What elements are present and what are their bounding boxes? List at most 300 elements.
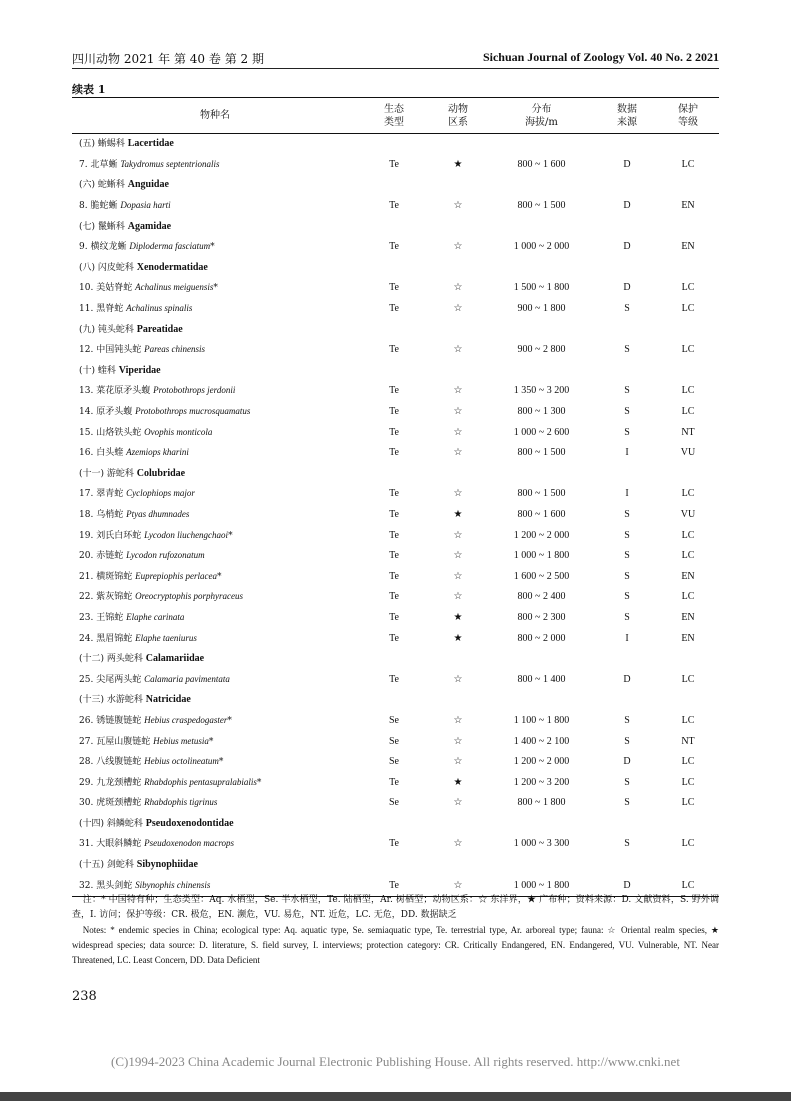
fauna-cell: ★ xyxy=(453,611,463,623)
altitude-cell: 1 000 ~ 2 600 xyxy=(513,426,570,438)
species-name-cn: 乌梢蛇 xyxy=(96,509,124,520)
species-row xyxy=(72,587,719,608)
protection-cell: LC xyxy=(681,158,695,170)
fauna-cell: ☆ xyxy=(453,426,463,438)
species-name xyxy=(72,443,358,464)
fauna-cell: ☆ xyxy=(453,591,463,603)
fauna-cell: ☆ xyxy=(453,673,463,685)
species-row xyxy=(72,484,719,505)
family-name-latin: Sibynophiidae xyxy=(136,859,198,871)
fauna-cell: ☆ xyxy=(453,797,463,809)
species-number: 27. xyxy=(79,736,94,747)
species-name-cn: 尖尾两头蛇 xyxy=(96,674,142,685)
species-name xyxy=(72,196,358,217)
species-number: 30. xyxy=(79,798,94,809)
table-header xyxy=(72,98,719,134)
species-name-cn: 王锦蛇 xyxy=(96,612,124,623)
family-name xyxy=(72,814,358,835)
data-source-cell: S xyxy=(624,303,630,315)
fauna-cell: ☆ xyxy=(453,756,463,768)
family-name xyxy=(72,216,358,237)
bottom-bar xyxy=(0,1092,791,1101)
altitude-cell: 900 ~ 2 800 xyxy=(517,344,566,356)
ecotype-cell: Te xyxy=(389,158,399,170)
protection-cell: NT xyxy=(681,735,695,747)
fauna-cell: ★ xyxy=(453,776,463,788)
species-name-latin: Achalinus spinalis xyxy=(126,303,193,314)
altitude-cell: 800 ~ 2 400 xyxy=(517,591,566,603)
ecotype-cell: Se xyxy=(389,735,399,747)
fauna-cell: ☆ xyxy=(453,570,463,582)
species-number: 23. xyxy=(79,612,94,623)
family-name-cn: (十四) 斜鳞蛇科 xyxy=(79,818,143,829)
species-name-latin: Hebius metusia xyxy=(153,735,209,746)
family-row xyxy=(72,134,719,155)
species-name-cn: 锈链腹链蛇 xyxy=(96,715,142,726)
header-protection: 保护 等级 xyxy=(657,98,719,134)
page-number: 238 xyxy=(72,989,97,1004)
species-name-cn: 黑脊蛇 xyxy=(96,304,124,315)
species-name xyxy=(72,381,358,402)
family-row xyxy=(72,175,719,196)
altitude-cell: 1 600 ~ 2 500 xyxy=(513,570,570,582)
species-row xyxy=(72,505,719,526)
ecotype-cell: Se xyxy=(389,797,399,809)
data-source-cell: D xyxy=(623,241,631,253)
data-source-cell: D xyxy=(597,875,657,896)
species-name-cn: 黑头剑蛇 xyxy=(96,880,133,891)
species-row xyxy=(72,772,719,793)
altitude-cell: 800 ~ 1 500 xyxy=(517,200,566,212)
data-source-cell: I xyxy=(625,447,629,459)
species-name-latin: Ptyas dhumnades xyxy=(126,508,190,519)
data-source-cell: D xyxy=(623,200,631,212)
species-number: 21. xyxy=(79,571,94,582)
family-row xyxy=(72,258,719,279)
protection-cell: VU xyxy=(680,508,696,520)
notes-english: Notes: * endemic species in China; ecological type: Aq. aquatic type, Se. semiaquatic type, Te. terrestrial type, Ar. arboreal type; fauna: ☆ Oriental realm species, ★ widespread species; data source: D. literature, S. field survey, I. interviews; protection category: CR. Critically Endangered, EN. Endangered, VU. Vulnerable, NT. Near Threatened, LC. Least Concern, DD. Data Deficient xyxy=(72,925,719,965)
species-name-cn: 原矛头蝮 xyxy=(96,407,133,418)
species-number: 20. xyxy=(79,551,94,562)
species-name-latin: Lycodon rufozonatum xyxy=(126,550,205,561)
species-name-latin: Azemiops kharini xyxy=(126,447,189,458)
species-name xyxy=(72,608,358,629)
species-row xyxy=(72,608,719,629)
data-source-cell: S xyxy=(624,550,630,562)
altitude-cell: 1 000 ~ 1 800 xyxy=(513,550,570,562)
altitude-cell: 800 ~ 2 000 xyxy=(517,632,566,644)
species-name xyxy=(72,546,358,567)
species-number: 17. xyxy=(79,489,94,500)
ecotype-cell: Te xyxy=(389,591,399,603)
endemic-mark: * xyxy=(210,242,215,253)
altitude-cell: 1 200 ~ 3 200 xyxy=(513,776,570,788)
species-name-cn: 八线腹链蛇 xyxy=(96,757,142,768)
data-source-cell: S xyxy=(624,611,630,623)
data-source-cell: S xyxy=(624,714,630,726)
altitude-cell: 1 200 ~ 2 000 xyxy=(513,756,570,768)
family-name-cn: (九) 钝头蛇科 xyxy=(79,324,134,335)
fauna-cell: ★ xyxy=(453,158,463,170)
fauna-cell: ☆ xyxy=(453,714,463,726)
altitude-cell: 900 ~ 1 800 xyxy=(517,303,566,315)
endemic-mark: * xyxy=(217,571,222,582)
ecotype-cell: Te xyxy=(389,570,399,582)
species-row xyxy=(72,525,719,546)
family-name-cn: (十三) 水游蛇科 xyxy=(79,695,143,706)
species-name xyxy=(72,484,358,505)
species-name-latin: Takydromus septentrionalis xyxy=(120,158,220,169)
species-name-latin: Lycodon liuchengchaoi xyxy=(144,529,229,540)
family-name-latin: Pareatidae xyxy=(136,323,183,335)
ecotype-cell: Te xyxy=(389,385,399,397)
data-source-cell: S xyxy=(624,406,630,418)
protection-cell: EN xyxy=(681,200,695,212)
family-name-latin: Viperidae xyxy=(118,364,161,376)
ecotype-cell: Te xyxy=(389,241,399,253)
protection-cell: LC xyxy=(681,673,695,685)
protection-cell: VU xyxy=(680,447,696,459)
species-name xyxy=(72,505,358,526)
ecotype-cell: Te xyxy=(389,282,399,294)
protection-cell: LC xyxy=(681,756,695,768)
family-name xyxy=(72,464,358,485)
fauna-cell: ☆ xyxy=(453,241,463,253)
species-name xyxy=(72,237,358,258)
family-row xyxy=(72,690,719,711)
header-data-source: 数据 来源 xyxy=(597,98,657,134)
data-source-cell: S xyxy=(624,591,630,603)
fauna-cell: ☆ xyxy=(453,303,463,315)
family-name-latin: Anguidae xyxy=(127,179,169,191)
protection-cell: LC xyxy=(681,714,695,726)
protection-cell: LC xyxy=(681,344,695,356)
family-name-latin: Lacertidae xyxy=(127,138,174,150)
species-name-cn: 横斑锦蛇 xyxy=(96,571,133,582)
family-row xyxy=(72,855,719,876)
family-name-latin: Colubridae xyxy=(136,467,186,479)
ecotype-cell: Te xyxy=(389,673,399,685)
altitude-cell: 1 500 ~ 1 800 xyxy=(513,282,570,294)
species-name-latin: Rhabdophis pentasupralabialis xyxy=(144,776,257,787)
protection-cell: LC xyxy=(681,838,695,850)
species-row xyxy=(72,628,719,649)
fauna-cell: ☆ xyxy=(453,282,463,294)
species-name xyxy=(72,669,358,690)
species-row xyxy=(72,834,719,855)
species-number: 29. xyxy=(79,777,94,788)
table-label: 续表 1 xyxy=(72,83,106,96)
protection-cell: LC xyxy=(657,875,719,896)
ecotype-cell: Te xyxy=(389,406,399,418)
species-number: 32. xyxy=(79,880,94,891)
family-name-cn: (十五) 剑蛇科 xyxy=(79,860,134,871)
protection-cell: LC xyxy=(681,282,695,294)
altitude-cell: 1 350 ~ 3 200 xyxy=(513,385,570,397)
species-number: 12. xyxy=(79,345,94,356)
family-name xyxy=(72,690,358,711)
family-name xyxy=(72,134,358,155)
species-name-latin: Protobothrops jerdonii xyxy=(153,385,236,396)
species-name-latin: Diploderma fasciatum xyxy=(129,241,211,252)
species-row xyxy=(72,155,719,176)
notes-chinese: 注：* 中国特有种；生态类型：Aq. 水栖型，Se. 半水栖型，Te. 陆栖型，Ar. 树栖型；动物区系：☆ 东洋界，★ 广布种；资料来源：D. 文献资料，S. 野外调查，I. 访问；保护等级：CR. 极危，EN. 濒危，VU. 易危，NT. 近危，LC. 无危，DD. 数据缺乏 xyxy=(72,895,719,920)
species-name-latin: Pseudoxenodon macrops xyxy=(144,838,234,849)
species-number: 18. xyxy=(79,509,94,520)
family-name xyxy=(72,361,358,382)
family-name xyxy=(72,319,358,340)
fauna-cell: ☆ xyxy=(453,735,463,747)
altitude-cell: 800 ~ 2 300 xyxy=(517,611,566,623)
species-row xyxy=(72,381,719,402)
protection-cell: EN xyxy=(681,570,695,582)
species-row xyxy=(72,278,719,299)
fauna-cell: ☆ xyxy=(453,550,463,562)
protection-cell: LC xyxy=(681,776,695,788)
data-source-cell: S xyxy=(624,838,630,850)
species-name-cn: 瓦屋山腹链蛇 xyxy=(96,736,151,747)
altitude-cell: 800 ~ 1 800 xyxy=(517,797,566,809)
family-name-latin: Pseudoxenodontidae xyxy=(145,817,234,829)
species-name xyxy=(72,834,358,855)
species-name-cn: 虎斑颈槽蛇 xyxy=(96,798,142,809)
species-number: 28. xyxy=(79,757,94,768)
species-name xyxy=(72,731,358,752)
altitude-cell: 800 ~ 1 600 xyxy=(517,158,566,170)
species-name-latin: Euprepiophis perlacea xyxy=(135,570,217,581)
family-row xyxy=(72,464,719,485)
running-head-journal-cn: 四川动物 2021 年 第 40 卷 第 2 期 xyxy=(72,52,264,66)
ecotype-cell: Te xyxy=(389,200,399,212)
fauna-cell: ☆ xyxy=(453,200,463,212)
endemic-mark: * xyxy=(256,777,262,788)
ecotype-cell: Se xyxy=(389,756,399,768)
species-name-latin: Elaphe carinata xyxy=(126,611,185,622)
fauna-cell: ☆ xyxy=(453,529,463,541)
ecotype-cell: Te xyxy=(389,632,399,644)
species-name-latin: Dopasia harti xyxy=(120,200,171,211)
endemic-mark: * xyxy=(208,736,214,747)
header-fauna: 动物 区系 xyxy=(430,98,486,134)
family-name xyxy=(72,175,358,196)
family-row xyxy=(72,649,719,670)
family-name-latin: Natricidae xyxy=(145,694,191,706)
fauna-cell: ☆ xyxy=(453,406,463,418)
species-name-cn: 赤链蛇 xyxy=(96,551,124,562)
species-name xyxy=(72,299,358,320)
endemic-mark: * xyxy=(228,530,233,541)
family-name xyxy=(72,258,358,279)
fauna-cell: ☆ xyxy=(453,385,463,397)
species-name-cn: 脆蛇蜥 xyxy=(90,201,118,212)
species-name-cn: 菜花原矛头蝮 xyxy=(96,386,151,397)
ecotype-cell: Te xyxy=(389,488,399,500)
species-name xyxy=(72,772,358,793)
species-name xyxy=(72,587,358,608)
endemic-mark: * xyxy=(218,757,224,768)
ecotype-cell: Te xyxy=(389,426,399,438)
altitude-cell: 1 100 ~ 1 800 xyxy=(513,714,570,726)
endemic-mark: * xyxy=(227,715,232,726)
protection-cell: LC xyxy=(681,488,695,500)
ecotype-cell: Te xyxy=(389,447,399,459)
species-number: 16. xyxy=(79,448,94,459)
ecotype-cell: Te xyxy=(389,529,399,541)
ecotype-cell: Se xyxy=(389,714,399,726)
species-number: 19. xyxy=(79,530,94,541)
fauna-cell: ☆ xyxy=(453,488,463,500)
species-row xyxy=(72,402,719,423)
species-number: 11. xyxy=(79,304,94,315)
species-name-cn: 黑眉锦蛇 xyxy=(96,633,133,644)
family-name-latin: Xenodermatidae xyxy=(136,261,208,273)
family-name xyxy=(72,649,358,670)
family-row xyxy=(72,361,719,382)
species-name-cn: 九龙颈槽蛇 xyxy=(96,777,142,788)
species-name xyxy=(72,793,358,814)
altitude-cell: 1 400 ~ 2 100 xyxy=(513,735,570,747)
species-name-cn: 山烙铁头蛇 xyxy=(96,427,142,438)
species-number: 15. xyxy=(79,427,94,438)
species-name-cn: 大眼斜鳞蛇 xyxy=(96,839,142,850)
ecotype-cell: Te xyxy=(389,838,399,850)
altitude-cell: 800 ~ 1 500 xyxy=(517,488,566,500)
protection-cell: EN xyxy=(681,241,695,253)
species-name-latin: Sibynophis chinensis xyxy=(135,879,211,890)
species-name-latin: Ovophis monticola xyxy=(144,426,213,437)
data-source-cell: S xyxy=(624,385,630,397)
table-body xyxy=(72,134,719,897)
family-name-cn: (十) 蝰科 xyxy=(79,365,116,376)
species-row xyxy=(72,711,719,732)
ecotype-cell: Te xyxy=(358,875,430,896)
species-name-latin: Rhabdophis tigrinus xyxy=(144,797,218,808)
data-source-cell: D xyxy=(623,282,631,294)
family-name xyxy=(72,855,358,876)
fauna-cell: ☆ xyxy=(453,838,463,850)
species-row xyxy=(72,422,719,443)
altitude-cell: 1 000 ~ 3 300 xyxy=(513,838,570,850)
protection-cell: LC xyxy=(681,303,695,315)
protection-cell: LC xyxy=(681,385,695,397)
data-source-cell: S xyxy=(624,735,630,747)
species-number: 9. xyxy=(79,242,88,253)
family-name-latin: Calamariidae xyxy=(145,653,205,665)
data-source-cell: S xyxy=(624,570,630,582)
species-number: 14. xyxy=(79,407,94,418)
altitude-cell: 1 200 ~ 2 000 xyxy=(513,529,570,541)
running-head xyxy=(72,50,719,69)
ecotype-cell: Te xyxy=(389,550,399,562)
species-number: 8. xyxy=(79,201,88,212)
family-name-cn: (十二) 两头蛇科 xyxy=(79,654,143,665)
species-number: 7. xyxy=(79,159,88,170)
species-name-latin: Calamaria pavimentata xyxy=(144,673,230,684)
species-number: 22. xyxy=(79,592,94,603)
family-row xyxy=(72,216,719,237)
family-row xyxy=(72,319,719,340)
species-name-cn: 北草蜥 xyxy=(90,159,118,170)
protection-cell: LC xyxy=(681,550,695,562)
species-row xyxy=(72,340,719,361)
family-row xyxy=(72,814,719,835)
species-name xyxy=(72,628,358,649)
family-name-cn: (十一) 游蛇科 xyxy=(79,468,134,479)
ecotype-cell: Te xyxy=(389,344,399,356)
table-notes xyxy=(72,893,719,968)
protection-cell: LC xyxy=(681,406,695,418)
altitude-cell: 1 000 ~ 2 000 xyxy=(513,241,570,253)
fauna-cell: ☆ xyxy=(430,875,486,896)
data-source-cell: S xyxy=(624,776,630,788)
species-row xyxy=(72,299,719,320)
species-name xyxy=(72,752,358,773)
family-name-latin: Agamidae xyxy=(127,220,172,232)
data-source-cell: D xyxy=(623,756,631,768)
species-name xyxy=(72,278,358,299)
species-number: 10. xyxy=(79,283,94,294)
ecotype-cell: Te xyxy=(389,611,399,623)
ecotype-cell: Te xyxy=(389,776,399,788)
copyright-footer: (C)1994-2023 China Academic Journal Electronic Publishing House. All rights reserved. http://www.cnki.net xyxy=(111,1054,680,1069)
species-name-cn: 中国钝头蛇 xyxy=(96,345,142,356)
species-row xyxy=(72,237,719,258)
data-source-cell: S xyxy=(624,797,630,809)
species-row xyxy=(72,566,719,587)
altitude-cell: 800 ~ 1 600 xyxy=(517,508,566,520)
data-source-cell: S xyxy=(624,344,630,356)
species-name-cn: 紫灰锦蛇 xyxy=(96,592,133,603)
fauna-cell: ★ xyxy=(453,508,463,520)
altitude-cell: 800 ~ 1 300 xyxy=(517,406,566,418)
species-row xyxy=(72,793,719,814)
species-name-latin: Elaphe taeniurus xyxy=(135,632,197,643)
species-number: 24. xyxy=(79,633,94,644)
species-name-latin: Cyclophiops major xyxy=(126,488,195,499)
species-number: 25. xyxy=(79,674,94,685)
protection-cell: EN xyxy=(681,611,695,623)
species-name xyxy=(72,711,358,732)
protection-cell: LC xyxy=(681,529,695,541)
data-source-cell: I xyxy=(625,632,629,644)
species-name xyxy=(72,155,358,176)
header-ecotype: 生态 类型 xyxy=(358,98,430,134)
data-source-cell: D xyxy=(623,158,631,170)
endemic-mark: * xyxy=(213,283,218,294)
ecotype-cell: Te xyxy=(389,508,399,520)
species-name-latin: Achalinus meiguensis xyxy=(135,282,214,293)
altitude-cell: 800 ~ 1 500 xyxy=(517,447,566,459)
protection-cell: LC xyxy=(681,591,695,603)
species-number: 31. xyxy=(79,839,94,850)
species-row xyxy=(72,196,719,217)
species-row xyxy=(72,731,719,752)
running-head-journal-en: Sichuan Journal of Zoology Vol. 40 No. 2 2021 xyxy=(482,50,719,64)
species-name xyxy=(72,402,358,423)
species-name xyxy=(72,422,358,443)
protection-cell: LC xyxy=(681,797,695,809)
species-name-latin: Hebius octolineatum xyxy=(144,756,219,767)
family-name-cn: (七) 鬣蜥科 xyxy=(79,221,125,232)
family-name-cn: (五) 蜥蜴科 xyxy=(79,139,125,150)
species-number: 13. xyxy=(79,386,94,397)
species-name-latin: Hebius craspedogaster xyxy=(144,714,228,725)
species-name xyxy=(72,340,358,361)
species-row xyxy=(72,546,719,567)
family-name-cn: (六) 蛇蜥科 xyxy=(79,180,125,191)
altitude-cell: 1 000 ~ 1 800 xyxy=(486,875,597,896)
species-name-latin: Protobothrops mucrosquamatus xyxy=(135,406,251,417)
